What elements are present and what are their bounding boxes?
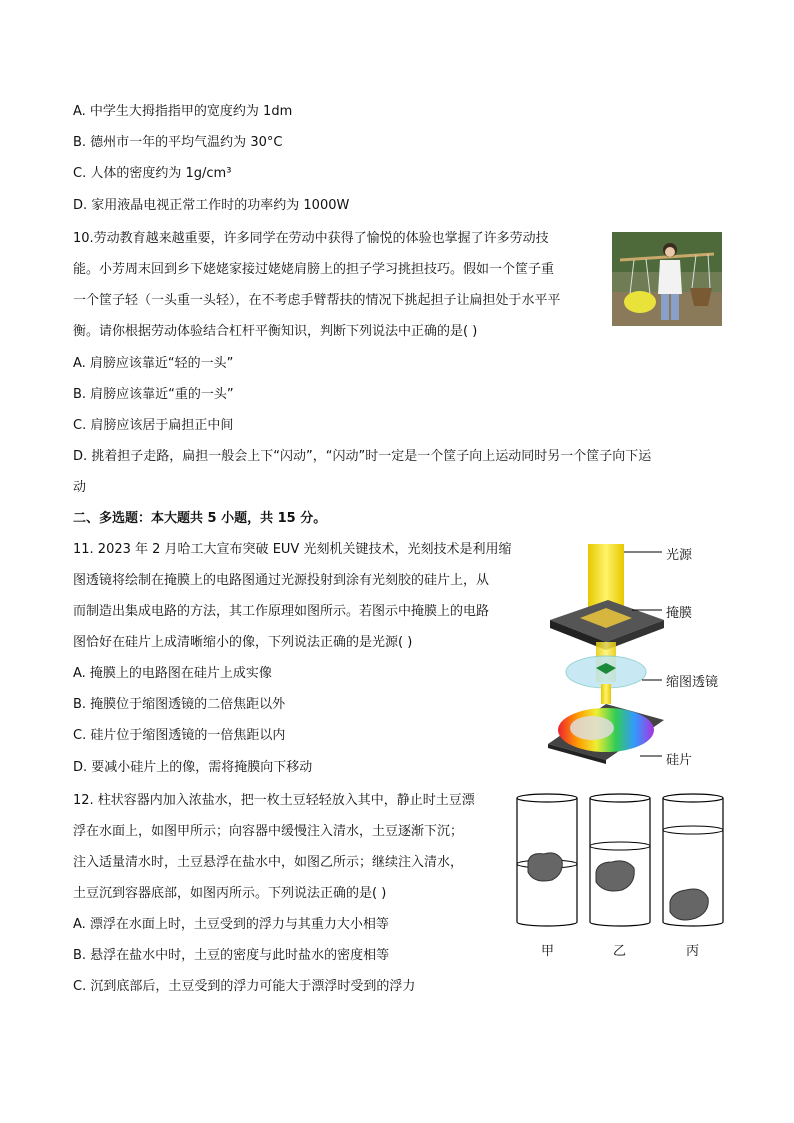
potato-suspended	[596, 861, 634, 891]
q12-option-a: A. 漂浮在水面上时，土豆受到的浮力与其重力大小相等	[73, 917, 389, 932]
q10-stem-line-3: 一个筐子轻（一头重一头轻），在不考虑手臂帮扶的情况下挑起担子让扁担处于水平平	[73, 293, 561, 308]
container-bing	[663, 794, 723, 926]
q9-option-a: A. 中学生大拇指指甲的宽度约为 1dm	[73, 104, 293, 119]
q12-option-c: C. 沉到底部后，土豆受到的浮力可能大于漂浮时受到的浮力	[73, 979, 416, 994]
section-2-heading: 二、多选题：本大题共 5 小题，共 15 分。	[73, 511, 327, 526]
q11-stem-line-3: 而制造出集成电路的方法，其工作原理如图所示。若图示中掩膜上的电路	[73, 604, 490, 619]
label-mask: 掩膜	[666, 606, 693, 621]
reduction-lens	[566, 656, 646, 688]
q10-option-d-line-1: D. 挑着担子走路，扁担一般会上下“闪动”，“闪动”时一定是一个筐子向上运动同时另一个筐子向下运	[73, 449, 652, 464]
q10-option-d-line-2: 动	[73, 480, 87, 495]
label-light-source: 光源	[666, 548, 693, 563]
label-bing: 丙	[686, 944, 700, 959]
q11-stem-line-2: 图透镜将绘制在掩膜上的电路图通过光源投射到涂有光刻胶的硅片上，从	[73, 573, 490, 588]
q11-option-d: D. 要减小硅片上的像，需将掩膜向下移动	[73, 760, 313, 775]
q12-stem-line-2: 浮在水面上，如图甲所示；向容器中缓慢注入清水，土豆逐渐下沉；	[73, 824, 464, 839]
label-jia: 甲	[541, 944, 555, 959]
q10-stem-line-4: 衡。请你根据劳动体验结合杠杆平衡知识，判断下列说法中正确的是( )	[73, 324, 478, 339]
potato-floating	[528, 853, 562, 881]
silicon-wafer	[548, 704, 664, 764]
q11-stem-line-4: 图恰好在硅片上成清晰缩小的像，下列说法正确的是光源( )	[73, 635, 413, 650]
q10-stem-line-2: 能。小芳周末回到乡下姥姥家接过姥姥肩膀上的担子学习挑担技巧。假如一个筐子重	[73, 262, 555, 277]
q11-option-b: B. 掩膜位于缩图透镜的二倍焦距以外	[73, 697, 286, 712]
q9-option-d: D. 家用液晶电视正常工作时的功率约为 1000W	[73, 198, 350, 213]
q10-stem-line-1: 10.劳动教育越来越重要，许多同学在劳动中获得了愉悦的体验也掌握了许多劳动技	[73, 231, 549, 246]
container-yi	[590, 794, 650, 926]
q9-option-c: C. 人体的密度约为 1g/cm³	[73, 166, 232, 181]
lithography-diagram	[540, 538, 670, 774]
label-reduction-lens: 缩图透镜	[666, 675, 719, 690]
q11-option-a: A. 掩膜上的电路图在硅片上成实像	[73, 666, 272, 681]
q10-option-b: B. 肩膀应该靠近“重的一头”	[73, 387, 234, 402]
q12-stem-line-1: 12. 柱状容器内加入浓盐水，把一枚土豆轻轻放入其中，静止时土豆漂	[73, 793, 475, 808]
container-jia	[517, 794, 577, 926]
potato-sunk	[670, 889, 708, 920]
q10-option-c: C. 肩膀应该居于扁担正中间	[73, 418, 234, 433]
q11-stem-line-1: 11. 2023 年 2 月哈工大宣布突破 EUV 光刻机关键技术，光刻技术是利用缩	[73, 542, 512, 557]
q10-option-a: A. 肩膀应该靠近“轻的一头”	[73, 356, 234, 371]
q11-option-c: C. 硅片位于缩图透镜的一倍焦距以内	[73, 728, 286, 743]
q12-stem-line-3: 注入适量清水时，土豆悬浮在盐水中，如图乙所示；继续注入清水，	[73, 855, 464, 870]
label-wafer: 硅片	[666, 753, 693, 768]
q12-stem-line-4: 土豆沉到容器底部，如图丙所示。下列说法正确的是( )	[73, 886, 387, 901]
q12-option-b: B. 悬浮在盐水中时，土豆的密度与此时盐水的密度相等	[73, 948, 390, 963]
label-yi: 乙	[613, 944, 627, 959]
carrying-pole-photo	[612, 232, 722, 326]
light-beam	[588, 544, 624, 610]
q9-option-b: B. 德州市一年的平均气温约为 30°C	[73, 135, 283, 150]
potato-containers-diagram	[512, 790, 734, 936]
